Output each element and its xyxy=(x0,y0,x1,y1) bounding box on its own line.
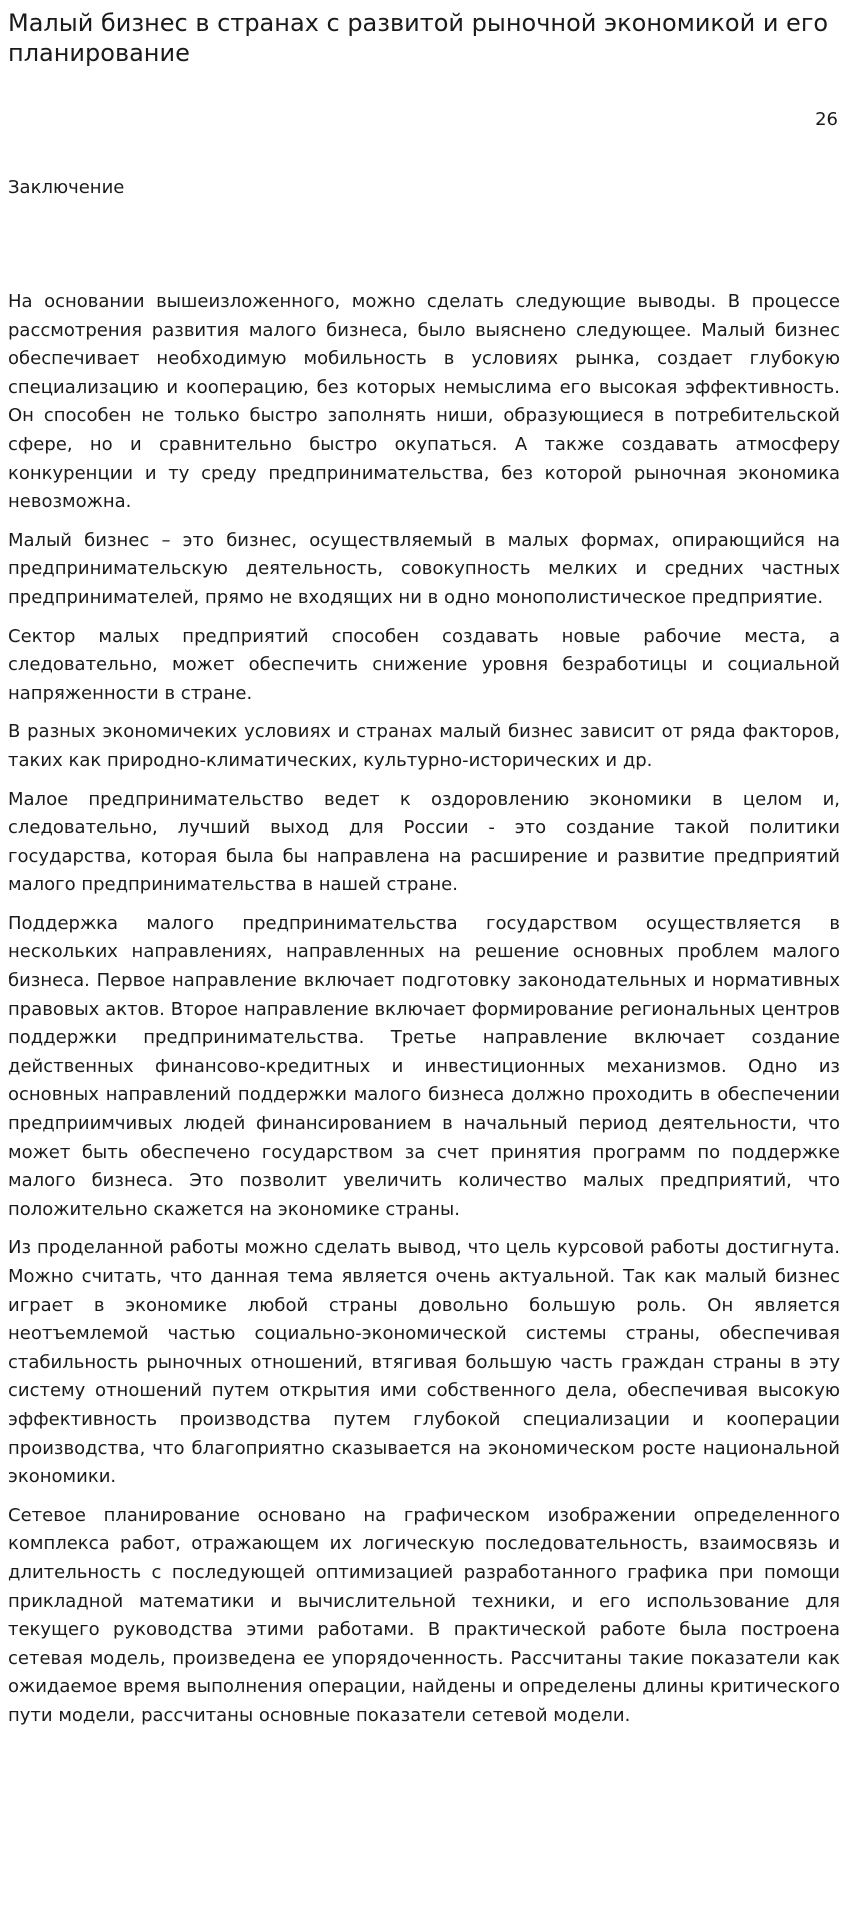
section-heading: Заключение xyxy=(8,177,125,198)
document-body xyxy=(8,288,840,1731)
paragraph: Сетевое планирование основано на графическом изображении определенного комплекса работ, отражающем их логическую последовательность, взаимосвязь и длительность с последующей оптимизацией разработанного графика при помощи прикладной математики и вычислительной техники, и его использование для текущего руководства этими работами. В практической работе была построена сетевая модель, произведена ее упорядоченность. Рассчитаны такие показатели как ожидаемое время выполнения операции, найдены и определены длины критического пути модели, рассчитаны основные показатели сетевой модели. xyxy=(8,1504,840,1726)
paragraph: Сектор малых предприятий способен создавать новые рабочие места, а следовательно, может обеспечить снижение уровня безработицы и социальной напряженности в стране. xyxy=(8,625,840,704)
document-page xyxy=(8,8,840,1741)
paragraph: Малое предпринимательство ведет к оздоровлению экономики в целом и, следовательно, лучший выход для России - это создание такой политики государства, которая была бы направлена на расширение и развитие предприятий малого предпринимательства в нашей стране. xyxy=(8,788,840,896)
paragraph: Из проделанной работы можно сделать вывод, что цель курсовой работы достигнута. Можно считать, что данная тема является очень актуальной. Так как малый бизнес играет в экономике любой страны довольно большую роль. Он является неотъемлемой частью социально-экономической системы страны, обеспечивая стабильность рыночных отношений, втягивая большую часть граждан страны в эту систему отношений путем открытия ими собственного дела, обеспечивая высокую эффективность производства путем глубокой специализации и кооперации производства, что благоприятно сказывается на экономическом росте национальной экономики. xyxy=(8,1237,840,1488)
document-title: Малый бизнес в странах с развитой рыночной экономикой и его планирование xyxy=(8,9,829,67)
paragraph: Поддержка малого предпринимательства государством осуществляется в нескольких направлениях, направленных на решение основных проблем малого бизнеса. Первое направление включает подготовку законодательных и нормативных правовых актов. Второе направление включает формирование региональных центров поддержки предпринимательства. Третье направление включает создание действенных финансово-кредитных и инвестиционных механизмов. Одно из основных направлений поддержки малого бизнеса должно проходить в обеспечении предприимчивых людей финансированием в начальный период деятельности, что может быть обеспечено государством за счет принятия программ по поддержке малого бизнеса. Это позволит увеличить количество малых предприятий, что положительно скажется на экономике страны. xyxy=(8,912,840,1220)
paragraph: На основании вышеизложенного, можно сделать следующие выводы. В процессе рассмотрения развития малого бизнеса, было выяснено следующее. Малый бизнес обеспечивает необходимую мобильность в условиях рынка, создает глубокую специализацию и кооперацию, без которых немыслима его высокая эффективность. Он способен не только быстро заполнять ниши, образующиеся в потребительской сфере, но и сравнительно быстро окупаться. А также создавать атмосферу конкуренции и ту среду предпринимательства, без которой рыночная экономика невозможна. xyxy=(8,291,840,513)
paragraph: Малый бизнес – это бизнес, осуществляемый в малых формах, опирающийся на предпринимательскую деятельность, совокупность мелких и средних частных предпринимателей, прямо не входящих ни в одно монополистическое предприятие. xyxy=(8,529,840,608)
page-number: 26 xyxy=(815,109,838,130)
paragraph: В разных экономичеких условиях и странах малый бизнес зависит от ряда факторов, таких как природно-климатических, культурно-исторических и др. xyxy=(8,721,840,771)
